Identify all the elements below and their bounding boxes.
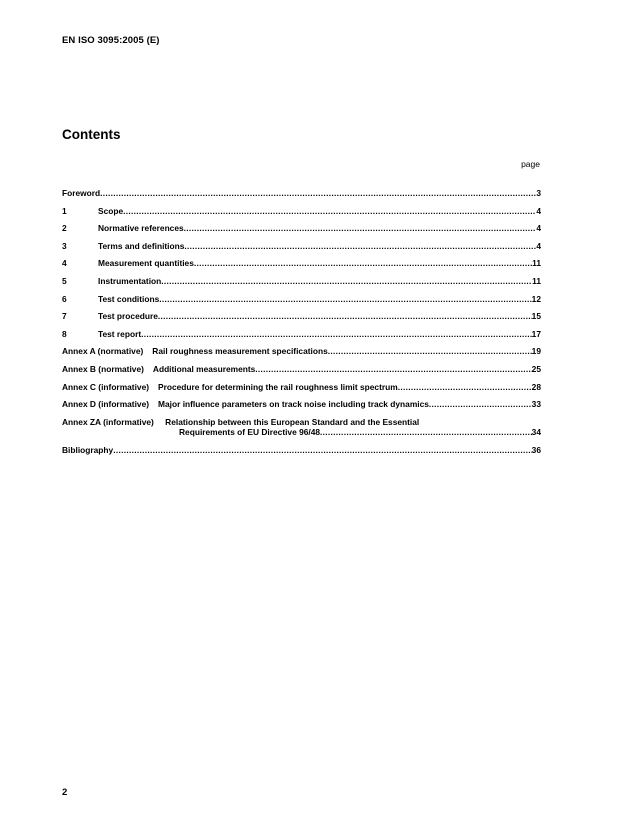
toc-entry-annex-za[interactable]	[62, 415, 541, 443]
toc-entry-title: Additional measurements	[152, 363, 256, 374]
toc-entry-page: 15	[531, 311, 541, 322]
toc-entry-title: Normative references	[98, 223, 184, 234]
toc-entry-annex-d[interactable]	[62, 397, 541, 415]
page-column-label: page	[521, 159, 540, 169]
toc-entry-measurement-quantities[interactable]	[62, 256, 541, 274]
toc-entry-title: Terms and definitions	[98, 240, 185, 251]
toc-annex-label: Annex C (informative)	[62, 381, 150, 392]
toc-leader-dots	[194, 258, 532, 268]
toc-entry-instrumentation[interactable]	[62, 274, 541, 292]
toc-entry-test-report[interactable]	[62, 327, 541, 345]
toc-entry-title-continued: Requirements of EU Directive 96/48	[179, 426, 321, 437]
toc-leader-dots	[159, 294, 531, 304]
toc-annex-label: Annex B (normative)	[62, 363, 144, 374]
page-number: 2	[62, 787, 68, 798]
toc-leader-dots	[123, 206, 536, 216]
toc-entry-number: 8	[62, 328, 67, 339]
toc-leader-dots	[113, 445, 531, 455]
toc-entry-title: Relationship between this European Standard and the Essential	[165, 416, 420, 427]
toc-leader-dots	[158, 311, 532, 321]
toc-entry-page: 11	[532, 275, 541, 286]
toc-entry-title: Procedure for determining the rail roughness limit spectrum	[158, 381, 398, 392]
toc-entry-page: 33	[531, 399, 541, 410]
toc-leader-dots	[328, 346, 532, 356]
toc-entry-annex-b[interactable]	[62, 362, 541, 380]
toc-entry-page: 11	[532, 258, 541, 269]
toc-entry-test-procedure[interactable]	[62, 309, 541, 327]
toc-leader-dots	[161, 276, 532, 286]
toc-leader-dots	[141, 329, 532, 339]
toc-entry-page: 19	[531, 346, 541, 357]
standard-identifier: EN ISO 3095:2005 (E)	[62, 35, 160, 46]
toc-entry-title: Test report	[98, 328, 142, 339]
toc-entry-foreword[interactable]	[62, 186, 541, 204]
table-of-contents	[62, 186, 541, 460]
toc-entry-page: 36	[531, 444, 541, 455]
toc-entry-number: 2	[62, 223, 67, 234]
toc-entry-page: 28	[531, 381, 541, 392]
contents-heading: Contents	[62, 127, 121, 142]
toc-entry-title: Test conditions	[98, 293, 160, 304]
toc-entry-scope[interactable]	[62, 204, 541, 222]
toc-entry-bibliography[interactable]	[62, 443, 541, 461]
toc-entry-page: 25	[531, 363, 541, 374]
toc-entry-test-conditions[interactable]	[62, 292, 541, 310]
toc-leader-dots	[320, 427, 532, 437]
toc-entry-title: Test procedure	[98, 311, 158, 322]
toc-annex-label: Annex A (normative)	[62, 346, 144, 357]
toc-leader-dots	[100, 188, 536, 198]
toc-entry-number: 4	[62, 258, 67, 269]
toc-entry-title: Scope	[98, 205, 124, 216]
toc-entry-page: 34	[531, 426, 541, 437]
toc-entry-title: Rail roughness measurement specifications	[152, 346, 328, 357]
toc-entry-title: Instrumentation	[98, 275, 162, 286]
toc-entry-number: 3	[62, 240, 67, 251]
toc-leader-dots	[184, 223, 537, 233]
toc-entry-terms-and-definitions[interactable]	[62, 239, 541, 257]
toc-entry-normative-references[interactable]	[62, 221, 541, 239]
toc-entry-title: Foreword	[62, 188, 101, 198]
toc-leader-dots	[184, 241, 536, 251]
toc-entry-page: 4	[536, 205, 541, 216]
toc-entry-page: 12	[531, 293, 541, 304]
toc-entry-page: 3	[536, 188, 541, 198]
toc-entry-number: 7	[62, 311, 67, 322]
toc-annex-label: Annex D (informative)	[62, 399, 150, 410]
toc-leader-dots	[255, 364, 531, 374]
toc-leader-dots	[429, 399, 532, 409]
toc-entry-number: 6	[62, 293, 67, 304]
toc-entry-page: 4	[536, 240, 541, 251]
toc-annex-label: Annex ZA (informative)	[62, 416, 154, 427]
toc-entry-title: Bibliography	[62, 444, 114, 455]
toc-entry-number: 5	[62, 275, 67, 286]
toc-entry-annex-a[interactable]	[62, 344, 541, 362]
toc-leader-dots	[398, 382, 532, 392]
toc-entry-title: Measurement quantities	[98, 258, 194, 269]
toc-entry-number: 1	[62, 205, 67, 216]
toc-entry-annex-c[interactable]	[62, 380, 541, 398]
toc-entry-title: Major influence parameters on track noise including track dynamics	[158, 399, 429, 410]
toc-entry-page: 4	[536, 223, 541, 234]
toc-entry-page: 17	[531, 328, 541, 339]
